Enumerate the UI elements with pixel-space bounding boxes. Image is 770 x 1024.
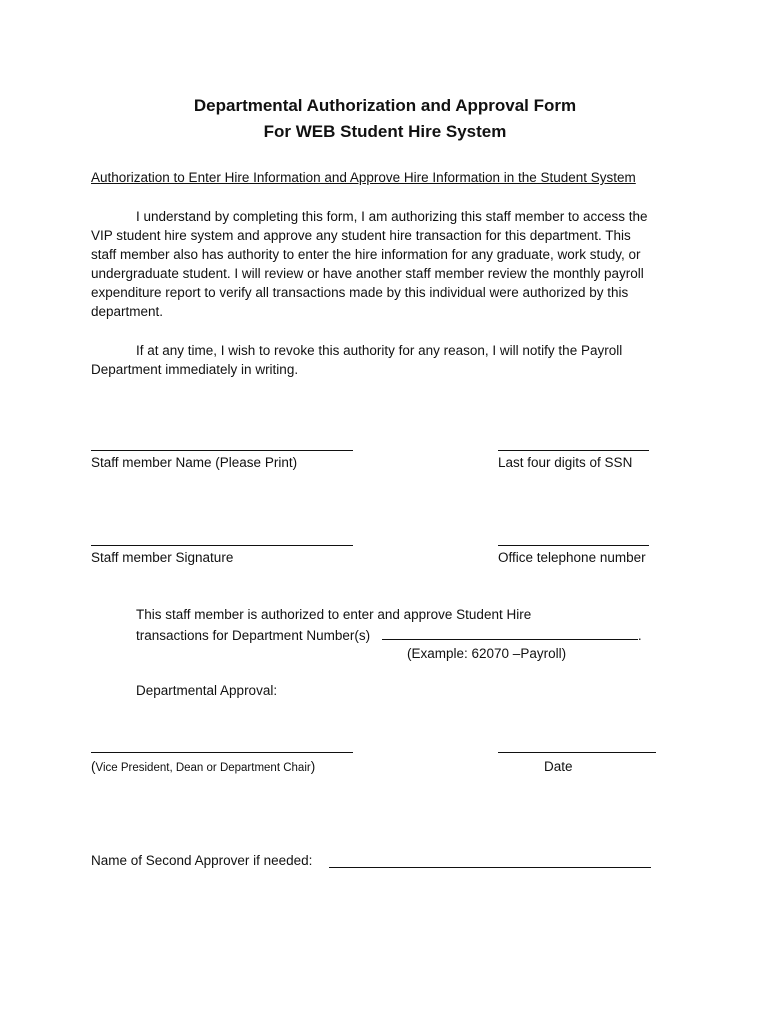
department-example: (Example: 62070 –Payroll) bbox=[407, 646, 567, 661]
departmental-approval-label: Departmental Approval: bbox=[136, 683, 278, 698]
approver-label bbox=[91, 759, 315, 774]
paragraph-line: expenditure report to verify all transactions made by this individual were authorized by this bbox=[91, 285, 629, 300]
paragraph-line: VIP student hire system and approve any student hire transaction for this department. This bbox=[91, 228, 631, 243]
form-title-line-1: Departmental Authorization and Approval Form bbox=[193, 96, 577, 115]
phone-field[interactable] bbox=[498, 545, 649, 546]
paragraph-line: Department immediately in writing. bbox=[91, 362, 299, 377]
paragraph-line: undergraduate student. I will review or have another staff member review the monthly payroll bbox=[91, 266, 644, 281]
staff-name-field[interactable] bbox=[91, 450, 353, 451]
department-number-field[interactable] bbox=[382, 627, 638, 640]
section-subheading: Authorization to Enter Hire Information and Approve Hire Information in the Student System bbox=[91, 170, 636, 185]
paragraph-line: department. bbox=[91, 304, 164, 319]
paragraph-line: staff member also has authority to enter the hire information for any graduate, work study, or bbox=[91, 247, 641, 262]
authorization-paragraph bbox=[91, 207, 681, 321]
revoke-paragraph bbox=[91, 341, 681, 379]
staff-signature-field[interactable] bbox=[91, 545, 353, 546]
form-title-line-2: For WEB Student Hire System bbox=[263, 122, 507, 141]
approver-label-open: ( bbox=[91, 759, 96, 774]
approver-label-close: ) bbox=[310, 759, 316, 774]
approver-label-text: Vice President, Dean or Department Chair bbox=[95, 762, 311, 774]
ssn-label: Last four digits of SSN bbox=[498, 455, 633, 470]
second-approver-field[interactable] bbox=[329, 867, 651, 868]
second-approver-label: Name of Second Approver if needed: bbox=[91, 853, 313, 868]
ssn-field[interactable] bbox=[498, 450, 649, 451]
department-number-label: transactions for Department Number(s) bbox=[136, 628, 371, 643]
authorization-line-2 bbox=[136, 627, 642, 643]
authorization-line-1: This staff member is authorized to enter and approve Student Hire bbox=[136, 607, 532, 622]
sentence-period: . bbox=[637, 628, 642, 643]
approver-signature-field[interactable] bbox=[91, 752, 353, 753]
paragraph-line: I understand by completing this form, I am authorizing this staff member to access the bbox=[136, 209, 648, 224]
phone-label: Office telephone number bbox=[498, 550, 646, 565]
staff-signature-label: Staff member Signature bbox=[91, 550, 234, 565]
date-label: Date bbox=[544, 759, 573, 774]
staff-name-label: Staff member Name (Please Print) bbox=[91, 455, 298, 470]
date-field[interactable] bbox=[498, 752, 656, 753]
paragraph-line: If at any time, I wish to revoke this authority for any reason, I will notify the Payroll bbox=[136, 343, 623, 358]
